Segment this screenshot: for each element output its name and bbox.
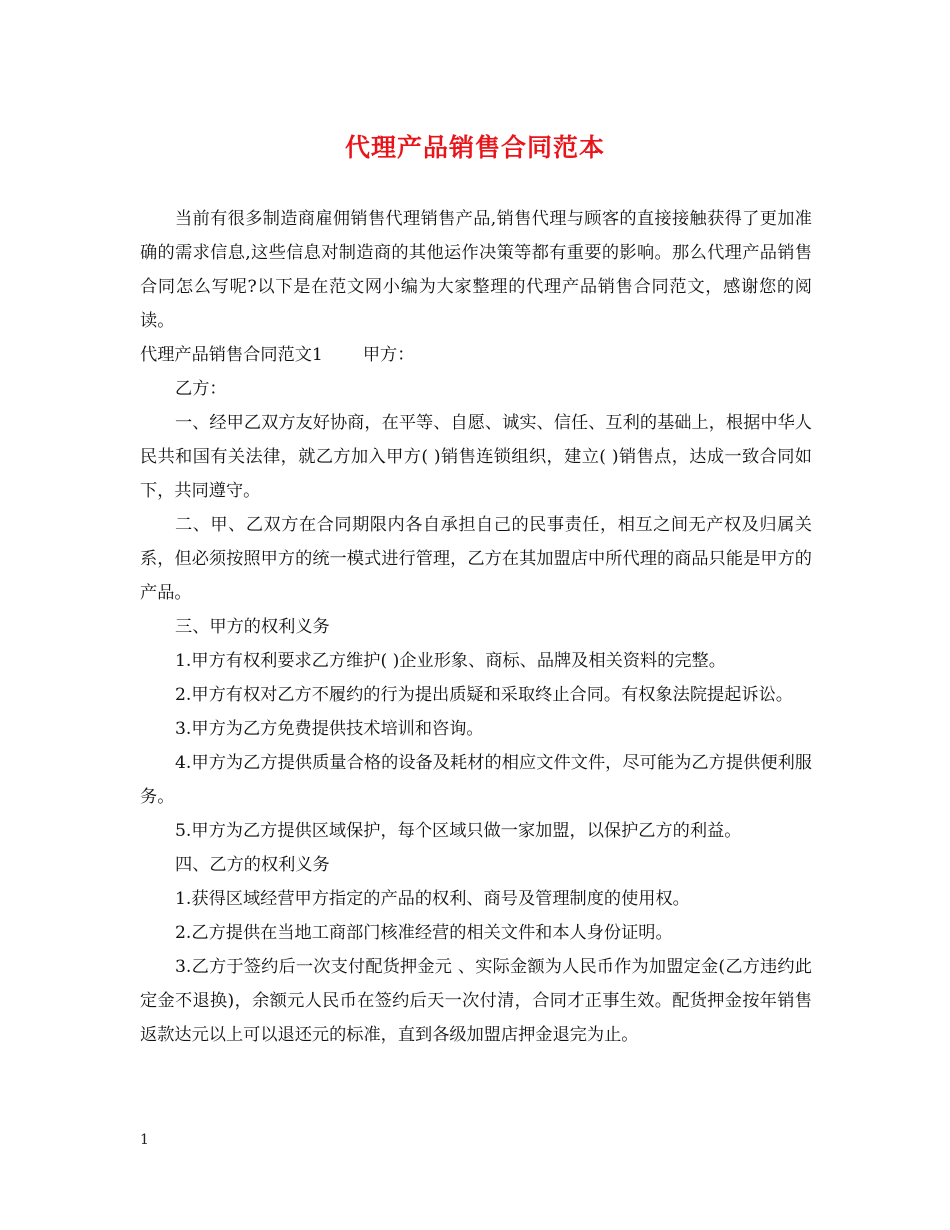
party-b-label: 乙方：: [175, 379, 227, 399]
intro-paragraph: 当前有很多制造商雇佣销售代理销售产品,销售代理与顾客的直接接触获得了更加准确的需求信息,这些信息对制造商的其他运作决策等都有重要的影响。那么代理产品销售合同怎么写呢?以下是在范文网小编为大家整理的代理产品销售合同范文，感谢您的阅读。: [140, 209, 812, 331]
sample-heading: 代理产品销售合同范文1: [140, 345, 323, 365]
section-3-heading: 三、甲方的权利义务: [175, 617, 330, 637]
section-4-item-2: 2.乙方提供在当地工商部门核准经营的相关文件和本人身份证明。: [175, 923, 673, 943]
clause-2: 二、甲、乙双方在合同期限内各自承担自己的民事责任，相互之间无产权及归属关系，但必须按照甲方的统一模式进行管理，乙方在其加盟店中所代理的商品只能是甲方的产品。: [140, 515, 812, 603]
section-4-heading: 四、乙方的权利义务: [175, 855, 330, 875]
section-3-item-2: 2.甲方有权对乙方不履约的行为提出质疑和采取终止合同。有权象法院提起诉讼。: [175, 685, 793, 705]
party-a-label: 甲方：: [362, 345, 415, 365]
section-3-item-3: 3.甲方为乙方免费提供技术培训和咨询。: [175, 719, 484, 739]
section-3-item-1: 1.甲方有权利要求乙方维护( )企业形象、商标、品牌及相关资料的完整。: [175, 651, 726, 671]
document-title: 代理产品销售合同范本: [344, 133, 605, 162]
page-number: 1: [140, 1132, 149, 1148]
section-3-item-5: 5.甲方为乙方提供区域保护，每个区域只做一家加盟，以保护乙方的利益。: [175, 821, 742, 841]
document-body: [140, 202, 812, 1052]
section-4-item-1: 1.获得区域经营甲方指定的产品的权利、商号及管理制度的使用权。: [175, 889, 690, 909]
section-3-item-4: 4.甲方为乙方提供质量合格的设备及耗材的相应文件文件，尽可能为乙方提供便利服务。: [140, 753, 812, 807]
clause-1: 一、经甲乙双方友好协商，在平等、自愿、诚实、信任、互利的基础上，根据中华人民共和国有关法律，就乙方加入甲方( )销售连锁组织，建立( )销售点，达成一致合同如下，共同遵守。: [140, 413, 812, 501]
sample-heading-line: [140, 338, 812, 372]
section-4-item-3: 3.乙方于签约后一次支付配货押金元 、实际金额为人民币作为加盟定金(乙方违约此定金不退换)，余额元人民币在签约后天一次付清，合同才正事生效。配货押金按年销售返款达元以上可以退还元的标准，直到各级加盟店押金退完为止。: [140, 957, 812, 1045]
